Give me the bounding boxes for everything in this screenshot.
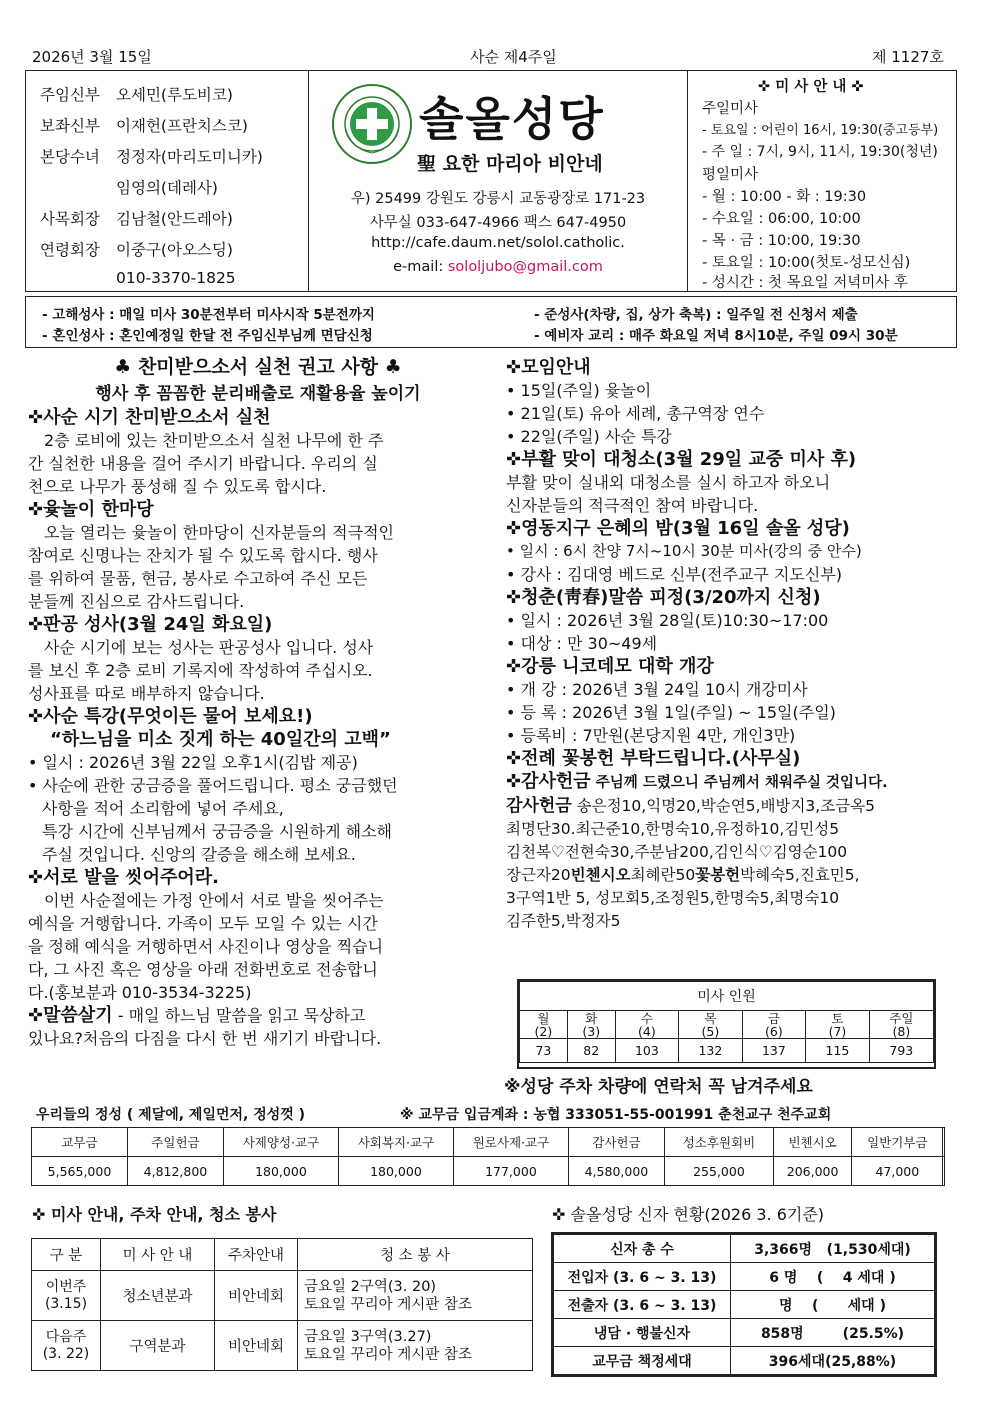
- offering-header: 성소후원회비: [664, 1128, 773, 1157]
- duty-row: 이번주 (3.15) 청소년분과 비안네회 금요일 2구역(3. 20) 토요일 꾸리아 게시판 참조: [32, 1271, 533, 1321]
- offering-header: 원로사제·교구: [453, 1128, 568, 1157]
- cross-icon: ✜: [506, 449, 522, 470]
- duty-header-row: 구 분 미 사 안 내 주차안내 청 소 봉 사: [32, 1239, 533, 1271]
- donor-line: 장근자20빈첸시오최혜란50꽃봉헌박혜숙5,진효민5,: [506, 866, 860, 884]
- members-label: 전출자 (3. 6 ~ 3. 13): [554, 1291, 731, 1319]
- notice-catechumen: - 예비자 교리 : 매주 화요일 저녁 8시10분, 주일 09시 30분: [534, 328, 898, 344]
- section-title: ✜부활 맞이 대청소(3월 29일 교중 미사 후): [506, 449, 857, 470]
- left-column: ♣ 찬미받으소서 실천 권고 사항 ♣ 행사 후 꼼꼼한 분리배출로 재활용율 높이기 ✜사순 시기 찬미받으소서 실천 2층 로비에 있는 찬미받으소서 실천 나무에 한 주 간 실천한 내용을 걸어 주시기 바랍니다. 우리의 실 천으로 나무가 풍성해 질 수 있도록 합시다. ✜윷놀이 한마당 오늘 열리는 윷놀이 한마당이 신자분들의 적극적인 참여로 신명나는 잔치가 될 수 있도록 합시다. 행사 를 위하여 물품, 현금, 봉사로 수고하여 주신 모든 분들께 진심으로 감사드립니다. ✜판공 성사(3월 24일 화요일) 사순 시기에 보는 성사는 판공성사 입니다. 성사 를 보신 후 2층 로비 기록지에 작성하여 주십시오. 성사표를 따로 배부하지 않습니다. ✜사순 특강(무엇이든 물어 보세요!) “하느님을 미소 짓게 하는 40일간의 고백” • 일시 : 2026년 3월 22일 오후1시(김밥 제공) • 사순에 관한 궁금증을 풀어드립니다. 평소 궁금했던 사항을 적어 소리함에 넣어 주세요, 특강 시간에 신부님께서 궁금증을 시원하게 해소해 주실 것입니다. 신앙의 갈증을 해소해 보세요. ✜서로 발을 씻어주어라. 이번 사순절에는 가정 안에서 서로 발을 씻어주는 예식을 거행합니다. 가족이 모두 모일 수 있는 시간 을 정해 예식을 거행하면서 사진이나 영상을 찍습니 다, 그 사진 혹은 영상을 아래 전화번호로 전송합니 다.(홍보분과 010-3534-3225) ✜말씀살기 - 매일 하느님 말씀을 읽고 묵상하고 있나요?처음의 다짐을 다시 한 번 새기기 바랍니다.: [28, 356, 488, 1050]
- offering-value: 4,812,800: [127, 1157, 223, 1186]
- diamond-icon: ✜: [758, 79, 776, 95]
- mass-line: - 주 일 : 7시, 9시, 11시, 19:30(청년): [702, 144, 938, 160]
- mass-line: 평일미사: [702, 167, 759, 183]
- section-title: ✜모임안내: [506, 357, 591, 378]
- cross-icon: ✜: [28, 706, 44, 727]
- mass-line: - 월 : 10:00 - 화 : 19:30: [702, 189, 867, 205]
- sacrament-notice: [25, 296, 957, 348]
- offering-value: 5,565,000: [32, 1157, 128, 1186]
- section-title: ✜사순 시기 찬미받으소서 실천: [28, 407, 271, 428]
- notice-marriage: - 혼인성사 : 혼인예정일 한달 전 주임신부님께 면담신청: [42, 328, 373, 344]
- mass-line: - 토요일 : 10:00(첫토-성모신심): [702, 255, 911, 271]
- cross-icon: ✜: [506, 771, 522, 792]
- laudato-si-subtitle: 행사 후 꼼꼼한 분리배출로 재활용율 높이기: [95, 384, 421, 404]
- staff-row: 사목회장 김남철(안드레아): [40, 210, 233, 228]
- cross-icon: ✜: [28, 1005, 44, 1026]
- attendance-count: 115: [806, 1039, 870, 1063]
- section-title: ✜윷놀이 한마당: [28, 499, 154, 520]
- section-title: ✜판공 성사(3월 24일 화요일): [28, 614, 273, 635]
- cross-icon: ✜: [28, 614, 44, 635]
- notice-confession: - 고해성사 : 매일 미사 30분전부터 미사시작 5분전까지: [42, 307, 375, 323]
- church-website[interactable]: http://cafe.daum.net/solol.catholic.: [371, 235, 625, 251]
- offering-value: 180,000: [338, 1157, 453, 1186]
- mass-schedule: [688, 71, 956, 291]
- cross-icon: ✜: [28, 407, 44, 428]
- members-value: 명 ( 세대 ): [731, 1291, 935, 1319]
- cross-icon: ✜: [506, 518, 522, 539]
- mass-attendance-table: [517, 979, 936, 1069]
- mass-line: - 토요일 : 어린이 16시, 19:30(중고등부): [702, 123, 939, 138]
- church-email-line: [309, 259, 687, 275]
- cross-icon: ✜: [506, 357, 522, 378]
- offering-value: 206,000: [773, 1157, 851, 1186]
- duty-table: [31, 1238, 533, 1371]
- offering-header: 빈첸시오: [773, 1128, 851, 1157]
- members-value: 858명 (25.5%): [731, 1319, 935, 1347]
- members-row: [554, 1235, 935, 1263]
- mass-guide-title: ✜ 미 사 안 내 ✜: [758, 79, 864, 95]
- section-title: ✜강릉 니코데모 대학 개강: [506, 656, 714, 677]
- staff-row: 주임신부 오세민(루도비코): [40, 86, 233, 104]
- donor-line: 감사헌금 송은정10,익명20,박순연5,배방지3,조금옥5: [506, 796, 875, 816]
- offering-header: 사제양성·교구: [223, 1128, 338, 1157]
- offering-account: ※ 교무금 입금계좌 : 농협 333051-55-001991 춘천교구 천주교회: [400, 1107, 832, 1123]
- mass-line: - 목 · 금 : 10:00, 19:30: [702, 233, 861, 249]
- issue-number: 제 1127호: [872, 48, 944, 66]
- offering-value: 177,000: [453, 1157, 568, 1186]
- cross-icon: ✜: [552, 1205, 571, 1224]
- offering-value: 255,000: [664, 1157, 773, 1186]
- members-label: 교무금 책정세대: [554, 1347, 731, 1375]
- cross-icon: ✜: [28, 499, 44, 520]
- notice-blessing: - 준성사(차량, 집, 상가 축복) : 일주일 전 신청서 제출: [534, 307, 858, 323]
- church-seal-icon: [331, 83, 413, 165]
- offering-value: 47,000: [852, 1157, 943, 1186]
- offering-header: 사회복지·교구: [338, 1128, 453, 1157]
- members-label: 전입자 (3. 6 ~ 3. 13): [554, 1263, 731, 1291]
- cross-icon: ✜: [32, 1205, 51, 1224]
- offering-value: 4,580,000: [568, 1157, 664, 1186]
- attendance-title: 미사 인원: [520, 982, 934, 1011]
- attendance-day: 목 (5): [679, 1011, 743, 1039]
- attendance-count: 103: [615, 1039, 679, 1063]
- offering-title: 우리들의 정성 ( 제달에, 제일먼저, 정성껏 ): [36, 1107, 306, 1123]
- members-label: 냉담 · 행불신자: [554, 1319, 731, 1347]
- section-title: ✜영동지구 은혜의 밤(3월 16일 솔올 성당): [506, 518, 850, 539]
- cross-icon: ✜: [506, 587, 522, 608]
- section-title: ✜전례 꽃봉헌 부탁드립니다.(사무실): [506, 748, 801, 769]
- offering-table: [31, 1127, 945, 1186]
- staff-row: 본당수녀 정정자(마리도미니카): [40, 148, 263, 166]
- header-box: [25, 70, 957, 292]
- thanks-offering-title: ✜감사헌금 주님께 드렸으니 주님께서 채워주실 것입니다.: [506, 771, 888, 792]
- offering-header: [943, 1128, 945, 1157]
- staff-row: 연령회장 이중구(아오스딩): [40, 241, 233, 259]
- members-table: [551, 1232, 937, 1377]
- word-living-line: ✜말씀살기 - 매일 하느님 말씀을 읽고 묵상하고: [28, 1005, 366, 1026]
- offering-header: 일반기부금: [852, 1128, 943, 1157]
- offering-header: 감사헌금: [568, 1128, 664, 1157]
- patron-saint: 聖 요한 마리아 비안네: [417, 153, 603, 175]
- members-label: 신자 총 수: [554, 1235, 731, 1263]
- attendance-day: 토 (7): [806, 1011, 870, 1039]
- top-bar: [30, 40, 962, 70]
- members-row: [554, 1291, 935, 1319]
- attendance-day: 수 (4): [615, 1011, 679, 1039]
- cross-icon: ✜: [506, 656, 522, 677]
- section-title: ✜사순 특강(무엇이든 물어 보세요!): [28, 706, 313, 727]
- email-label: e-mail:: [393, 259, 444, 275]
- offering-value: [943, 1157, 945, 1186]
- church-email[interactable]: sololjubo@gmail.com: [447, 259, 603, 275]
- church-banner: [308, 71, 688, 291]
- members-value: 396세대(25,88%): [731, 1347, 935, 1375]
- issue-date: 2026년 3월 15일: [32, 48, 152, 66]
- members-row: [554, 1319, 935, 1347]
- church-name: 솔올성당: [419, 92, 605, 146]
- attendance-count: 82: [567, 1039, 615, 1063]
- church-address: 우) 25499 강원도 강릉시 교동광장로 171-23: [350, 191, 646, 207]
- attendance-count: 137: [742, 1039, 806, 1063]
- members-row: [554, 1347, 935, 1375]
- lent-lecture-quote: “하느님을 미소 짓게 하는 40일간의 고백”: [50, 729, 391, 750]
- diamond-icon: ✜: [846, 79, 864, 95]
- church-phone: 사무실 033-647-4966 팩스 647-4950: [369, 215, 627, 231]
- cross-icon: ✜: [506, 748, 522, 769]
- cross-icon: ✜: [28, 867, 44, 888]
- section-title: ✜서로 발을 씻어주어라.: [28, 867, 219, 888]
- staff-row: 010-3370-1825: [116, 269, 236, 287]
- staff-row: 임영의(데레사): [116, 179, 218, 197]
- mass-line: - 성시간 : 첫 목요일 저녁미사 후: [702, 275, 908, 291]
- laudato-si-title: ♣ 찬미받으소서 실천 권고 사항 ♣: [114, 356, 402, 378]
- section-title: ✜청춘(靑春)말씀 피정(3/20까지 신청): [506, 587, 821, 608]
- mass-line: - 수요일 : 06:00, 10:00: [702, 211, 861, 227]
- staff-row: 보좌신부 이재헌(프란치스코): [40, 117, 248, 135]
- attendance-day: 금 (6): [742, 1011, 806, 1039]
- attendance-day: 주일 (8): [869, 1011, 933, 1039]
- members-row: [554, 1263, 935, 1291]
- parking-notice: ※성당 주차 차량에 연락처 꼭 남겨주세요: [504, 1077, 813, 1097]
- attendance-count: 132: [679, 1039, 743, 1063]
- duty-title: ✜ 미사 안내, 주차 안내, 청소 봉사: [32, 1205, 277, 1224]
- members-value: 6 명 ( 4 세대 ): [731, 1263, 935, 1291]
- attendance-count: 793: [869, 1039, 933, 1063]
- staff-list: [26, 71, 306, 291]
- attendance-day: 월 (2): [520, 1011, 568, 1039]
- attendance-count: 73: [520, 1039, 568, 1063]
- offering-value: 180,000: [223, 1157, 338, 1186]
- offering-header: 주일헌금: [127, 1128, 223, 1157]
- members-value: 3,366명 (1,530세대): [731, 1235, 935, 1263]
- duty-row: 다음주 (3. 22) 구역분과 비안네회 금요일 3구역(3.27) 토요일 꾸리아 게시판 참조: [32, 1321, 533, 1371]
- attendance-day: 화 (3): [567, 1011, 615, 1039]
- members-title: ✜ 솔올성당 신자 현황(2026 3. 6기준): [552, 1205, 825, 1224]
- right-column: ✜모임안내 • 15일(주일) 윷놀이 • 21일(토) 유아 세례, 총구역장 연수 • 22일(주일) 사순 특강 ✜부활 맞이 대청소(3월 29일 교중 미사 후) 부활 맞이 실내외 대청소를 실시 하고자 하오니 신자분들의 적극적인 참여 바랍니다. ✜영동지구 은혜의 밤(3월 16일 솔올 성당) • 일시 : 6시 찬양 7시~10시 30분 미사(강의 중 안수) • 강사 : 김대영 베드로 신부(전주교구 지도신부) ✜청춘(靑春)말씀 피정(3/20까지 신청) • 일시 : 2026년 3월 28일(토)10:30~17:00 • 대상 : 만 30~49세 ✜강릉 니코데모 대학 개강 • 개 강 : 2026년 3월 24일 10시 개강미사 • 등 록 : 2026년 3월 1일(주일) ~ 15일(주일) • 등록비 : 7만원(본당지원 4만, 개인3만) ✜전례 꽃봉헌 부탁드립니다.(사무실) ✜감사헌금 주님께 드렸으니 주님께서 채워주실 것입니다. 감사헌금 송은정10,익명20,박순연5,배방지3,조금옥5 최명단30.최근준10,한명숙10,유정하10,김민성5 김천복♡전현숙30,주분남200,김인식♡김영순100 장근자20빈첸시오최혜란50꽃봉헌박혜숙5,진효민5, 3구역1반 5, 성모회5,조정원5,한명숙5,최명숙10 김주한5,박정자5: [506, 356, 946, 933]
- liturgical-season: 사순 제4주일: [470, 48, 557, 66]
- mass-line: 주일미사: [702, 101, 759, 117]
- offering-header: 교무금: [32, 1128, 128, 1157]
